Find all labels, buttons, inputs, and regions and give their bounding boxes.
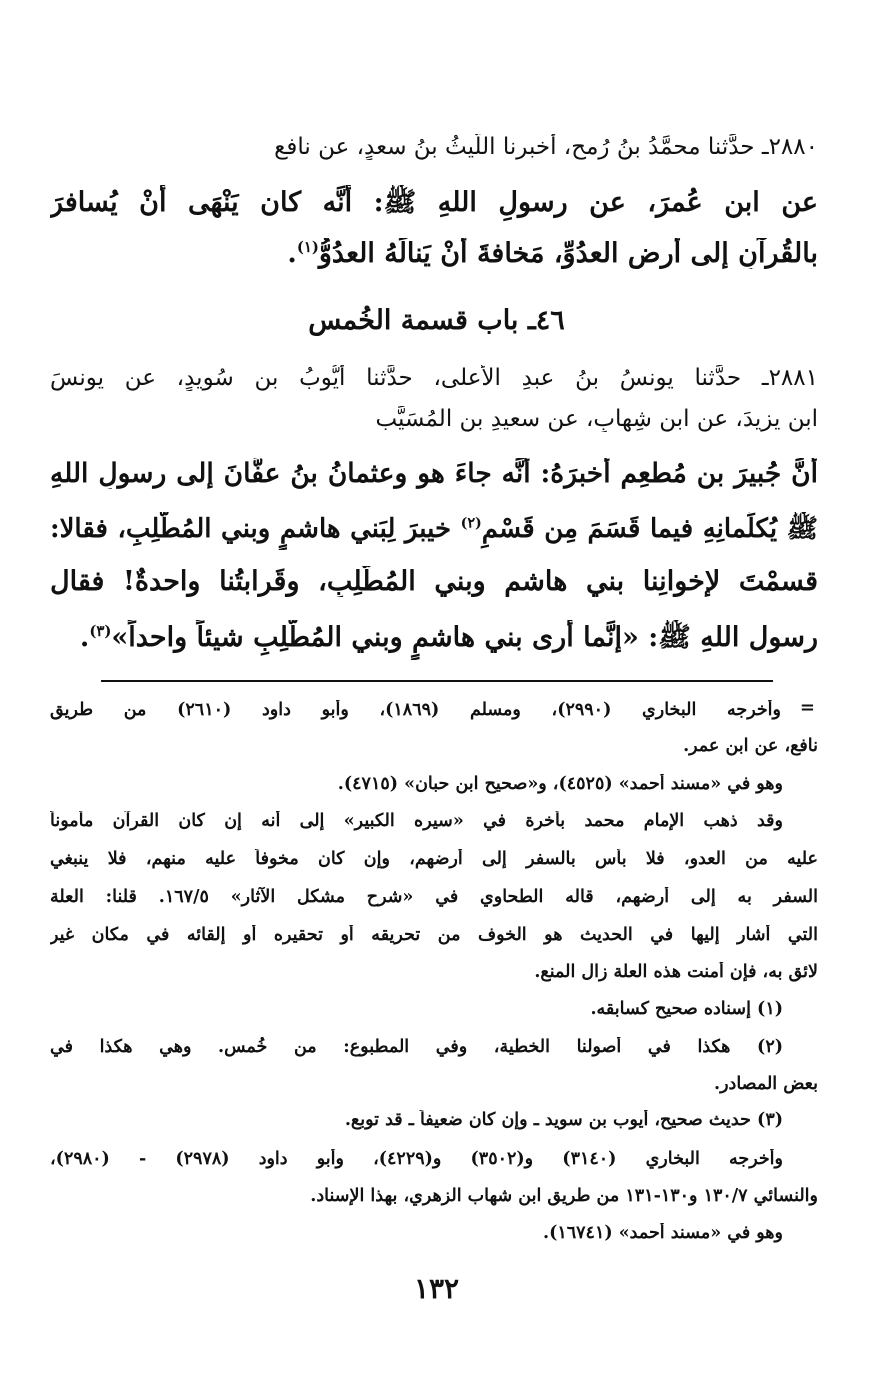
footnote-prev-line3: وهو في «مسند أحمد» (٤٥٢٥)، و«صحيح ابن حبان» (٤٧١٥).	[337, 774, 783, 794]
footnote-3-line2: وأخرجه البخاري (٣١٤٠) و(٣٥٠٢) و(٤٢٢٩)، وأبو داود (٢٩٧٨) - (٢٩٨٠)،	[50, 1149, 783, 1169]
footnote-ref-3: (٣)	[89, 622, 112, 640]
footnote-prev-line6: السفر به إلى أرضهم، قاله الطحاوي في «شرح مشكل الآثار» ١٦٧/٥. قلنا: العلة	[50, 887, 818, 907]
footnote-3-line3: والنسائي ١٣٠/٧ و١٣٠-١٣١ من طريق ابن شهاب الزهري، بهذا الإسناد.	[310, 1186, 818, 1206]
footnote-3-line1: (٣) حديث صحيح، أيوب بن سويد ـ وإن كان ضعيفاً ـ قد توبع.	[344, 1110, 783, 1130]
hadith-2880-matn-line1: عن ابن عُمرَ، عن رسولِ اللهِ ﷺ: أنَّه كان يَنْهَى أنْ يُسافرَ	[50, 187, 818, 218]
footnote-prev-line4: وقد ذهب الإمام محمد بأخرة في «سيره الكبير» إلى أنه إن كان القرآن مأموناً	[50, 811, 783, 831]
footnote-1: (١) إسناده صحيح كسابقه.	[590, 999, 783, 1019]
footnote-prev-line5: عليه من العدو، فلا بأس بالسفر إلى أرضهم، وإن كان مخوفاً عليه منهم، فلا ينبغي	[50, 849, 818, 869]
footnote-prev-line7: التي أشار إليها في الحديث هو الخوف من تحريقه أو تحقيره أو إلقائه في مكان غير	[50, 925, 818, 945]
page-number: ١٣٢	[413, 1272, 460, 1305]
hadith-2881-matn-line1: أنَّ جُبيرَ بن مُطعِمٍ أخبرَهُ: أنَّه جاءَ هو وعثمانُ بنُ عفَّانَ إلى رسولِ اللهِ	[50, 458, 818, 489]
hadith-2880-matn-line2: بالقُرآنِ إلى أرضِ العدُوِّ، مَخافةَ أنْ يَنالَهُ العدُوُّ$^{(١)}$.	[287, 238, 818, 269]
footnote-3-line4: وهو في «مسند أحمد» (١٦٧٤١).	[542, 1223, 783, 1243]
hadith-2881-matn-line4: رسول اللهِ ﷺ: «إنَّما أرى بني هاشمٍ وبني المُطَّلِبِ شيئاً واحداً»$^{(٣)}$.	[79, 622, 818, 653]
footnote-ref-1: (١)	[296, 238, 319, 256]
chapter-heading: ٤٦ـ باب قسمة الخُمس	[308, 305, 565, 336]
hadith-2881-isnad-line2: ابن يزيدَ، عن ابن شِهابٍ، عن سعيدِ بن المُسَيَّب	[375, 406, 818, 432]
footnote-prev-line1: وأخرجه البخاري (٢٩٩٠)، ومسلم (١٨٦٩)، وأبو داود (٢٦١٠) من طريق	[50, 700, 781, 720]
footnote-ref-2: (٢)	[460, 515, 482, 532]
footnote-2-line2: بعض المصادر.	[713, 1074, 818, 1094]
hadith-2880-isnad-line1: ٢٨٨٠ـ حدَّثنا محمَّدُ بنُ رُمحٍ، أخبرنا اللَّيثُ بنُ سعدٍ، عن نافع	[274, 134, 818, 160]
footnote-prev-line2: نافع، عن ابن عمر.	[683, 736, 818, 756]
footnote-2-line1: (٢) هكذا في أصولنا الخطية، وفي المطبوع: من خُمس. وهي هكذا في	[50, 1037, 783, 1057]
footnote-separator	[101, 680, 773, 682]
hadith-2881-matn-line3: قسمْتَ لإخوانِنا بني هاشمٍ وبني المُطَّلِبِ، وقَرابتُنا واحدةٌ! فقال	[50, 566, 818, 597]
continuation-mark: =	[799, 697, 815, 718]
hadith-2881-isnad-line1: ٢٨٨١ـ حدَّثنا يونسُ بنُ عبدِ الأعلى، حدَّثنا أيُّوبُ بن سُويدٍ، عن يونسَ	[50, 365, 818, 391]
hadith-2881-matn-line2: ﷺ يُكلِّمانِهِ فيما قَسَمَ مِن قَسْمِ$^{(٢)}$ خيبرَ لِبَني هاشمٍ وبني المُطَّلِبِ، فقالا:	[50, 514, 818, 544]
footnote-prev-line8: لائق به، فإن أمنت هذه العلة زال المنع.	[534, 962, 818, 982]
